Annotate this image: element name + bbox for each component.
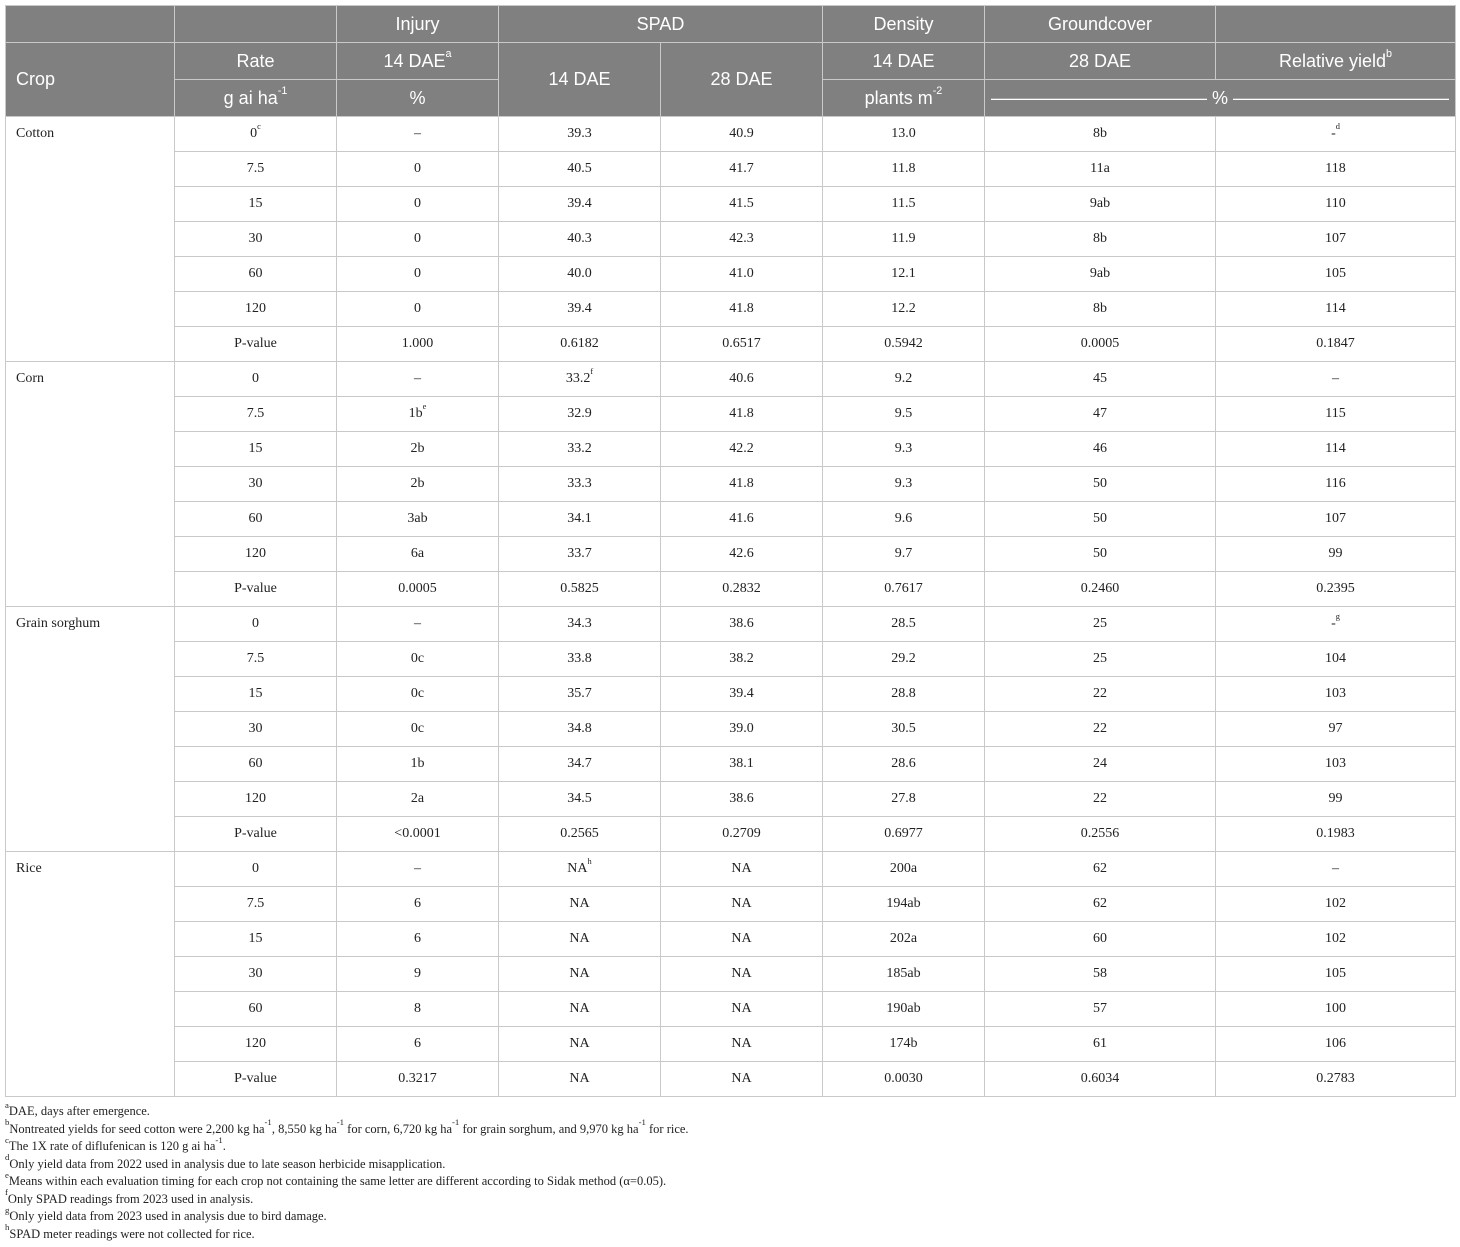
injury-cell: 6 [337, 887, 499, 922]
groundcover-cell: 8b [985, 292, 1216, 327]
relative-yield-cell: -$^g$ [1216, 607, 1456, 642]
rate-cell: 60 [175, 257, 337, 292]
density-cell: 9.5 [823, 397, 985, 432]
rate-cell: 7.5 [175, 152, 337, 187]
table-row [6, 187, 1456, 222]
header-row-1 [6, 6, 1456, 43]
density-cell: 185ab [823, 957, 985, 992]
spad-28dae-cell: 42.6 [661, 537, 823, 572]
rate-cell: 120 [175, 537, 337, 572]
spad-28dae-cell: 0.6517 [661, 327, 823, 362]
groundcover-cell: 46 [985, 432, 1216, 467]
spad-14dae-cell: 34.5 [499, 782, 661, 817]
header-blank [1216, 6, 1456, 43]
rate-cell: 30 [175, 222, 337, 257]
spad-28dae-cell: NA [661, 957, 823, 992]
crop-name-cell: Cotton [6, 117, 175, 362]
table-row [6, 397, 1456, 432]
relative-yield-cell: – [1216, 362, 1456, 397]
spad-14dae-cell: 40.0 [499, 257, 661, 292]
rate-cell: P-value [175, 572, 337, 607]
footnote-line: $^f$Only SPAD readings from 2023 used in analysis. [5, 1187, 254, 1206]
groundcover-cell: 9ab [985, 187, 1216, 222]
groundcover-cell: 50 [985, 467, 1216, 502]
spad-28dae-cell: 41.8 [661, 397, 823, 432]
header-density-unit: plants $m^{-2}$ [823, 80, 985, 117]
groundcover-cell: 11a [985, 152, 1216, 187]
groundcover-cell: 0.6034 [985, 1062, 1216, 1097]
table-row [6, 152, 1456, 187]
p-value-row [6, 1062, 1456, 1097]
groundcover-cell: 25 [985, 642, 1216, 677]
rate-cell: P-value [175, 327, 337, 362]
spad-14dae-cell: 39.3 [499, 117, 661, 152]
density-cell: 11.9 [823, 222, 985, 257]
injury-cell: 1.000 [337, 327, 499, 362]
spad-28dae-cell: 41.6 [661, 502, 823, 537]
table-row [6, 292, 1456, 327]
spad-28dae-cell: 42.3 [661, 222, 823, 257]
density-cell: 30.5 [823, 712, 985, 747]
rate-cell: 7.5 [175, 397, 337, 432]
groundcover-cell: 0.0005 [985, 327, 1216, 362]
header-groundcover-timing: 28 DAE [985, 43, 1216, 80]
table-row [6, 222, 1456, 257]
groundcover-cell: 45 [985, 362, 1216, 397]
spad-14dae-cell: 34.3 [499, 607, 661, 642]
spad-14dae-cell: 0.6182 [499, 327, 661, 362]
table-row [6, 887, 1456, 922]
injury-cell: $1b^e$ [337, 397, 499, 432]
footnote-marker: h [587, 857, 592, 867]
table-row [6, 607, 1456, 642]
spad-14dae-cell: 40.5 [499, 152, 661, 187]
density-cell: 28.5 [823, 607, 985, 642]
spad-14dae-cell: 34.1 [499, 502, 661, 537]
footnote-marker: f [590, 367, 594, 377]
relative-yield-cell: 102 [1216, 922, 1456, 957]
relative-yield-cell: – [1216, 852, 1456, 887]
rate-cell: 15 [175, 187, 337, 222]
density-cell: 0.5942 [823, 327, 985, 362]
spad-28dae-cell: NA [661, 1062, 823, 1097]
results-table [5, 5, 1456, 1097]
table-row [6, 712, 1456, 747]
density-cell: 0.7617 [823, 572, 985, 607]
header-spad-28dae: 28 DAE [661, 43, 823, 117]
table-row [6, 992, 1456, 1027]
injury-cell: 0 [337, 187, 499, 222]
groundcover-cell: 22 [985, 677, 1216, 712]
table-body [6, 117, 1456, 1097]
table-row [6, 922, 1456, 957]
spad-28dae-cell: NA [661, 887, 823, 922]
injury-cell: 6a [337, 537, 499, 572]
rate-cell: 60 [175, 992, 337, 1027]
density-cell: 200a [823, 852, 985, 887]
relative-yield-cell: 114 [1216, 432, 1456, 467]
groundcover-cell: 58 [985, 957, 1216, 992]
groundcover-cell: 61 [985, 1027, 1216, 1062]
table-row [6, 362, 1456, 397]
spad-14dae-cell: NA [499, 1027, 661, 1062]
spad-14dae-cell: 0.5825 [499, 572, 661, 607]
rate-cell: 15 [175, 922, 337, 957]
table-row [6, 852, 1456, 887]
spad-28dae-cell: 42.2 [661, 432, 823, 467]
rate-cell: 30 [175, 957, 337, 992]
groundcover-cell: 22 [985, 782, 1216, 817]
groundcover-cell: 8b [985, 117, 1216, 152]
spad-28dae-cell: NA [661, 1027, 823, 1062]
spad-14dae-cell: 40.3 [499, 222, 661, 257]
header-groundcover: Groundcover [985, 6, 1216, 43]
injury-cell: 9 [337, 957, 499, 992]
header-spad-14dae: 14 DAE [499, 43, 661, 117]
injury-cell: 6 [337, 922, 499, 957]
rate-cell: 7.5 [175, 642, 337, 677]
injury-cell: 2a [337, 782, 499, 817]
injury-cell: – [337, 117, 499, 152]
relative-yield-cell: 118 [1216, 152, 1456, 187]
header-percent-span: ———————————— % ———————————— [985, 80, 1456, 117]
table-row [6, 1027, 1456, 1062]
relative-yield-cell: 0.1847 [1216, 327, 1456, 362]
spad-14dae-cell: 34.8 [499, 712, 661, 747]
table-row [6, 537, 1456, 572]
footnote-line: $^d$Only yield data from 2022 used in analysis due to late season herbicide misapplication. [5, 1152, 446, 1171]
header-crop: Crop [6, 43, 175, 117]
spad-14dae-cell: 39.4 [499, 187, 661, 222]
header-relative-yield: Relative yield$^b$ [1216, 43, 1456, 80]
spad-14dae-cell: NA [499, 887, 661, 922]
table-container [5, 5, 1455, 1243]
spad-28dae-cell: NA [661, 992, 823, 1027]
injury-cell: 2b [337, 432, 499, 467]
rate-cell: 60 [175, 747, 337, 782]
spad-14dae-cell: $NA^h$ [499, 852, 661, 887]
density-cell: 9.6 [823, 502, 985, 537]
spad-28dae-cell: 40.9 [661, 117, 823, 152]
spad-28dae-cell: 39.0 [661, 712, 823, 747]
density-cell: 202a [823, 922, 985, 957]
footnote-marker: e [422, 402, 427, 412]
header-row-2 [6, 43, 1456, 80]
table-row [6, 957, 1456, 992]
spad-28dae-cell: 0.2709 [661, 817, 823, 852]
injury-cell: 0.3217 [337, 1062, 499, 1097]
injury-cell: 0c [337, 642, 499, 677]
footnote-line: $^e$Means within each evaluation timing for each crop not containing the same letter are different according to Sidak method (α=0.05). [5, 1169, 667, 1188]
rate-cell: 30 [175, 467, 337, 502]
table-row [6, 677, 1456, 712]
rate-cell: 0 [175, 852, 337, 887]
relative-yield-cell: 110 [1216, 187, 1456, 222]
p-value-row [6, 572, 1456, 607]
header-rate: Rate [175, 43, 337, 80]
header-blank [175, 6, 337, 43]
footnote-line: $^h$SPAD meter readings were not collected for rice. [5, 1222, 255, 1241]
groundcover-cell: 62 [985, 887, 1216, 922]
p-value-row [6, 817, 1456, 852]
spad-28dae-cell: 38.6 [661, 782, 823, 817]
spad-14dae-cell: 34.7 [499, 747, 661, 782]
groundcover-cell: 62 [985, 852, 1216, 887]
injury-cell: 0.0005 [337, 572, 499, 607]
relative-yield-cell: 99 [1216, 537, 1456, 572]
footnote-line: $^b$Nontreated yields for seed cotton were 2,200 kg $ha^{-1}$, 8,550 kg $ha^{-1}$ for corn, 6,720 kg $ha^{-1}$ for grain sorghum, and 9,970 kg $ha^{-1}$ for rice. [5, 1117, 689, 1136]
relative-yield-cell: 105 [1216, 957, 1456, 992]
spad-14dae-cell: 33.8 [499, 642, 661, 677]
density-cell: 12.2 [823, 292, 985, 327]
spad-14dae-cell: 33.2$^f$ [499, 362, 661, 397]
groundcover-cell: 60 [985, 922, 1216, 957]
relative-yield-cell: 114 [1216, 292, 1456, 327]
density-cell: 11.5 [823, 187, 985, 222]
spad-28dae-cell: 41.8 [661, 292, 823, 327]
table-row [6, 117, 1456, 152]
rate-cell: 120 [175, 782, 337, 817]
relative-yield-cell: 107 [1216, 222, 1456, 257]
density-cell: 11.8 [823, 152, 985, 187]
groundcover-cell: 0.2556 [985, 817, 1216, 852]
table-row [6, 432, 1456, 467]
table-header [6, 6, 1456, 117]
spad-28dae-cell: 41.5 [661, 187, 823, 222]
footnote-marker: d [1335, 122, 1340, 132]
header-density-timing: 14 DAE [823, 43, 985, 80]
density-cell: 13.0 [823, 117, 985, 152]
injury-cell: 0 [337, 152, 499, 187]
groundcover-cell: 25 [985, 607, 1216, 642]
density-cell: 9.2 [823, 362, 985, 397]
injury-cell: 0 [337, 257, 499, 292]
footnotes [5, 1099, 1455, 1243]
relative-yield-cell: -$^d$ [1216, 117, 1456, 152]
density-cell: 29.2 [823, 642, 985, 677]
injury-cell: 0c [337, 712, 499, 747]
table-row [6, 257, 1456, 292]
rate-cell: 120 [175, 1027, 337, 1062]
groundcover-cell: 50 [985, 502, 1216, 537]
spad-14dae-cell: 32.9 [499, 397, 661, 432]
crop-name-cell: Corn [6, 362, 175, 607]
injury-cell: – [337, 852, 499, 887]
spad-28dae-cell: 41.7 [661, 152, 823, 187]
density-cell: 9.7 [823, 537, 985, 572]
relative-yield-cell: 0.2783 [1216, 1062, 1456, 1097]
injury-cell: 2b [337, 467, 499, 502]
injury-cell: – [337, 607, 499, 642]
spad-28dae-cell: NA [661, 852, 823, 887]
density-cell: 194ab [823, 887, 985, 922]
header-rate-unit: g ai $ha^{-1}$ [175, 80, 337, 117]
rate-cell: 15 [175, 677, 337, 712]
groundcover-cell: 47 [985, 397, 1216, 432]
spad-14dae-cell: NA [499, 992, 661, 1027]
relative-yield-cell: 116 [1216, 467, 1456, 502]
relative-yield-cell: 107 [1216, 502, 1456, 537]
relative-yield-cell: 105 [1216, 257, 1456, 292]
spad-14dae-cell: NA [499, 922, 661, 957]
injury-cell: 0 [337, 222, 499, 257]
header-injury-unit: % [337, 80, 499, 117]
groundcover-cell: 22 [985, 712, 1216, 747]
spad-14dae-cell: 0.2565 [499, 817, 661, 852]
groundcover-cell: 57 [985, 992, 1216, 1027]
table-row [6, 747, 1456, 782]
injury-cell: 8 [337, 992, 499, 1027]
rate-cell: 30 [175, 712, 337, 747]
footnote-marker: c [257, 122, 261, 132]
relative-yield-cell: 0.2395 [1216, 572, 1456, 607]
header-density: Density [823, 6, 985, 43]
relative-yield-cell: 0.1983 [1216, 817, 1456, 852]
spad-28dae-cell: 40.6 [661, 362, 823, 397]
groundcover-cell: 50 [985, 537, 1216, 572]
density-cell: 9.3 [823, 432, 985, 467]
density-cell: 12.1 [823, 257, 985, 292]
rate-cell: P-value [175, 1062, 337, 1097]
groundcover-cell: 8b [985, 222, 1216, 257]
density-cell: 27.8 [823, 782, 985, 817]
spad-14dae-cell: 33.3 [499, 467, 661, 502]
table-row [6, 782, 1456, 817]
injury-cell: 3ab [337, 502, 499, 537]
rate-cell: 0$^c$ [175, 117, 337, 152]
crop-name-cell: Grain sorghum [6, 607, 175, 852]
relative-yield-cell: 103 [1216, 677, 1456, 712]
relative-yield-cell: 104 [1216, 642, 1456, 677]
density-cell: 9.3 [823, 467, 985, 502]
rate-cell: 15 [175, 432, 337, 467]
groundcover-cell: 24 [985, 747, 1216, 782]
p-value-row [6, 327, 1456, 362]
spad-14dae-cell: 33.7 [499, 537, 661, 572]
density-cell: 28.8 [823, 677, 985, 712]
density-cell: 174b [823, 1027, 985, 1062]
footnote-line: $^a$DAE, days after emergence. [5, 1099, 150, 1118]
relative-yield-cell: 115 [1216, 397, 1456, 432]
relative-yield-cell: 100 [1216, 992, 1456, 1027]
relative-yield-cell: 106 [1216, 1027, 1456, 1062]
crop-name-cell: Rice [6, 852, 175, 1097]
rate-cell: 60 [175, 502, 337, 537]
table-row [6, 502, 1456, 537]
footnote-line: $^c$The 1X rate of diflufenican is 120 g ai $ha^{-1}$. [5, 1134, 226, 1153]
table-row [6, 642, 1456, 677]
injury-cell: 0c [337, 677, 499, 712]
injury-cell: – [337, 362, 499, 397]
header-blank [6, 6, 175, 43]
injury-cell: <0.0001 [337, 817, 499, 852]
rate-cell: 120 [175, 292, 337, 327]
relative-yield-cell: 99 [1216, 782, 1456, 817]
groundcover-cell: 0.2460 [985, 572, 1216, 607]
injury-cell: 0 [337, 292, 499, 327]
header-spad: SPAD [499, 6, 823, 43]
rate-cell: 0 [175, 607, 337, 642]
spad-28dae-cell: 38.1 [661, 747, 823, 782]
footnote-line: $^g$Only yield data from 2023 used in analysis due to bird damage. [5, 1204, 327, 1223]
injury-cell: 1b [337, 747, 499, 782]
spad-14dae-cell: 39.4 [499, 292, 661, 327]
relative-yield-cell: 103 [1216, 747, 1456, 782]
spad-14dae-cell: 33.2 [499, 432, 661, 467]
spad-28dae-cell: NA [661, 922, 823, 957]
relative-yield-cell: 97 [1216, 712, 1456, 747]
footnote-marker: g [1335, 612, 1340, 622]
rate-cell: 7.5 [175, 887, 337, 922]
table-row [6, 467, 1456, 502]
rate-cell: P-value [175, 817, 337, 852]
spad-14dae-cell: 35.7 [499, 677, 661, 712]
density-cell: 0.0030 [823, 1062, 985, 1097]
spad-28dae-cell: 39.4 [661, 677, 823, 712]
header-injury-timing: 14 DAE$^a$ [337, 43, 499, 80]
rate-cell: 0 [175, 362, 337, 397]
groundcover-cell: 9ab [985, 257, 1216, 292]
spad-14dae-cell: NA [499, 1062, 661, 1097]
spad-14dae-cell: NA [499, 957, 661, 992]
density-cell: 28.6 [823, 747, 985, 782]
spad-28dae-cell: 0.2832 [661, 572, 823, 607]
injury-cell: 6 [337, 1027, 499, 1062]
header-injury: Injury [337, 6, 499, 43]
spad-28dae-cell: 38.2 [661, 642, 823, 677]
spad-28dae-cell: 41.0 [661, 257, 823, 292]
density-cell: 0.6977 [823, 817, 985, 852]
spad-28dae-cell: 38.6 [661, 607, 823, 642]
relative-yield-cell: 102 [1216, 887, 1456, 922]
density-cell: 190ab [823, 992, 985, 1027]
spad-28dae-cell: 41.8 [661, 467, 823, 502]
